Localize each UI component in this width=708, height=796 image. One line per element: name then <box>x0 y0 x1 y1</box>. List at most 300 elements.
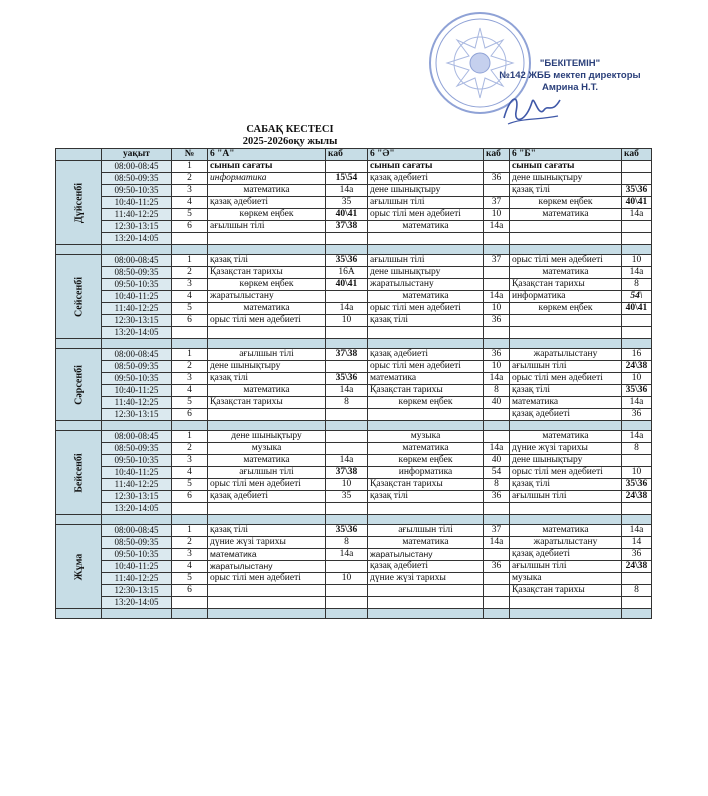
table-row <box>56 279 652 291</box>
separator-cell <box>56 339 102 349</box>
subject-6b: ағылшын тілі <box>510 361 622 373</box>
lesson-number: 5 <box>172 397 208 409</box>
room-6a: 37\38 <box>326 221 368 233</box>
document-title-block <box>200 124 380 148</box>
separator-cell <box>56 515 102 525</box>
room-6ae: 10 <box>484 303 510 315</box>
room-6ae: 14а <box>484 221 510 233</box>
lesson-number: 2 <box>172 537 208 549</box>
day-cell <box>56 525 102 609</box>
separator-cell <box>510 609 622 619</box>
subject-6b: ағылшын тілі <box>510 561 622 573</box>
separator-cell <box>622 245 652 255</box>
subject-6b: орыс тілі мен әдебиеті <box>510 373 622 385</box>
time-cell: 13:20-14:05 <box>102 597 172 609</box>
lesson-number: 2 <box>172 443 208 455</box>
lesson-number: 3 <box>172 549 208 561</box>
table-row <box>56 503 652 515</box>
separator-cell <box>368 421 484 431</box>
room-6b <box>622 233 652 245</box>
lesson-number <box>172 503 208 515</box>
subject-6a: қазақ тілі <box>208 255 326 267</box>
subject-6ae: қазақ әдебиеті <box>368 561 484 573</box>
approval-line1: №142 ЖББ мектеп директоры <box>499 70 641 81</box>
subject-6a <box>208 409 326 421</box>
day-separator <box>56 609 652 619</box>
subject-6b: жаратылыстану <box>510 537 622 549</box>
separator-cell <box>326 515 368 525</box>
subject-6ae: математика <box>368 537 484 549</box>
room-6a <box>326 233 368 245</box>
time-cell: 10:40-11:25 <box>102 291 172 303</box>
subject-6a: математика <box>208 185 326 197</box>
room-6b: 40\41 <box>622 197 652 209</box>
table-row <box>56 349 652 361</box>
room-6ae: 36 <box>484 561 510 573</box>
time-cell: 13:20-14:05 <box>102 327 172 339</box>
day-label: Бейсенбі <box>73 452 84 493</box>
time-cell: 11:40-12:25 <box>102 573 172 585</box>
room-6b <box>622 455 652 467</box>
room-6ae: 14а <box>484 537 510 549</box>
separator-cell <box>102 245 172 255</box>
separator-cell <box>622 609 652 619</box>
separator-cell <box>622 515 652 525</box>
time-cell: 09:50-10:35 <box>102 279 172 291</box>
time-cell: 11:40-12:25 <box>102 209 172 221</box>
table-row <box>56 185 652 197</box>
subject-6a: қазақ тілі <box>208 373 326 385</box>
room-6b: 8 <box>622 279 652 291</box>
separator-cell <box>172 609 208 619</box>
subject-6a: қазақ әдебиеті <box>208 491 326 503</box>
subject-6ae: көркем еңбек <box>368 455 484 467</box>
separator-cell <box>484 515 510 525</box>
day-separator <box>56 421 652 431</box>
subject-6a: орыс тілі мен әдебиеті <box>208 479 326 491</box>
subject-6a: ағылшын тілі <box>208 349 326 361</box>
day-separator <box>56 339 652 349</box>
subject-6a: Қазақстан тарихы <box>208 397 326 409</box>
day-cell <box>56 431 102 515</box>
separator-cell <box>56 609 102 619</box>
room-6b: 24\38 <box>622 561 652 573</box>
room-6a: 16А <box>326 267 368 279</box>
table-row <box>56 209 652 221</box>
room-6a: 40\41 <box>326 209 368 221</box>
room-6a: 14а <box>326 549 368 561</box>
subject-6ae: математика <box>368 443 484 455</box>
time-cell: 09:50-10:35 <box>102 185 172 197</box>
subject-6a <box>208 327 326 339</box>
room-6a: 14а <box>326 303 368 315</box>
lesson-number: 6 <box>172 409 208 421</box>
subject-6a: информатика <box>208 173 326 185</box>
lesson-number: 1 <box>172 349 208 361</box>
subject-6ae: дене шынықтыру <box>368 185 484 197</box>
room-6b: 54\ <box>622 291 652 303</box>
room-6b: 14а <box>622 397 652 409</box>
time-cell: 11:40-12:25 <box>102 479 172 491</box>
subject-6a: дене шынықтыру <box>208 431 326 443</box>
room-6ae <box>484 573 510 585</box>
subject-6a: жаратылыстану <box>208 291 326 303</box>
subject-6ae <box>368 233 484 245</box>
lesson-number: 1 <box>172 161 208 173</box>
header-row <box>56 149 652 161</box>
separator-cell <box>208 609 326 619</box>
table-row <box>56 573 652 585</box>
day-label: Жұма <box>73 553 84 580</box>
table-row <box>56 161 652 173</box>
lesson-number: 4 <box>172 197 208 209</box>
room-6ae: 37 <box>484 197 510 209</box>
room-6a <box>326 585 368 597</box>
room-6b: 10 <box>622 467 652 479</box>
table-row <box>56 315 652 327</box>
time-cell: 12:30-13:15 <box>102 221 172 233</box>
room-6ae: 8 <box>484 479 510 491</box>
subject-6a: математика <box>208 549 326 561</box>
room-6b: 14а <box>622 209 652 221</box>
table-row <box>56 455 652 467</box>
lesson-number: 4 <box>172 467 208 479</box>
subject-6ae: Қазақстан тарихы <box>368 479 484 491</box>
separator-cell <box>208 339 326 349</box>
time-cell: 12:30-13:15 <box>102 585 172 597</box>
subject-6ae: ағылшын тілі <box>368 197 484 209</box>
room-6b: 14а <box>622 267 652 279</box>
header-room-ae: каб <box>484 149 510 161</box>
subject-6a: математика <box>208 385 326 397</box>
room-6ae <box>484 185 510 197</box>
room-6a <box>326 561 368 573</box>
lesson-number: 6 <box>172 585 208 597</box>
room-6b: 36 <box>622 549 652 561</box>
lesson-number: 6 <box>172 491 208 503</box>
room-6b <box>622 221 652 233</box>
room-6ae: 14а <box>484 443 510 455</box>
subject-6ae: орыс тілі мен әдебиеті <box>368 209 484 221</box>
room-6b: 14 <box>622 537 652 549</box>
separator-cell <box>208 515 326 525</box>
table-row <box>56 479 652 491</box>
subject-6a: көркем еңбек <box>208 209 326 221</box>
table-row <box>56 537 652 549</box>
room-6b: 14а <box>622 525 652 537</box>
separator-cell <box>368 245 484 255</box>
subject-6ae: сынып сағаты <box>368 161 484 173</box>
subject-6a: көркем еңбек <box>208 279 326 291</box>
room-6ae: 36 <box>484 491 510 503</box>
header-day <box>56 149 102 161</box>
room-6b: 16 <box>622 349 652 361</box>
lesson-number: 6 <box>172 221 208 233</box>
subject-6b: математика <box>510 525 622 537</box>
lesson-number: 3 <box>172 455 208 467</box>
room-6ae: 8 <box>484 385 510 397</box>
day-cell <box>56 349 102 421</box>
separator-cell <box>484 339 510 349</box>
subject-6ae: Қазақстан тарихы <box>368 385 484 397</box>
room-6a: 14а <box>326 385 368 397</box>
subject-6b <box>510 315 622 327</box>
room-6b: 8 <box>622 585 652 597</box>
time-cell: 08:00-08:45 <box>102 525 172 537</box>
header-room-a: каб <box>326 149 368 161</box>
subject-6b <box>510 597 622 609</box>
day-cell <box>56 161 102 245</box>
subject-6a: Қазақстан тарихы <box>208 267 326 279</box>
lesson-number: 3 <box>172 279 208 291</box>
subject-6ae: қазақ әдебиеті <box>368 349 484 361</box>
table-row <box>56 561 652 573</box>
separator-cell <box>484 245 510 255</box>
subject-6b: музыка <box>510 573 622 585</box>
subject-6ae: ағылшын тілі <box>368 255 484 267</box>
subject-6b: информатика <box>510 291 622 303</box>
room-6a <box>326 291 368 303</box>
header-room-b: каб <box>622 149 652 161</box>
subject-6a <box>208 503 326 515</box>
subject-6b <box>510 503 622 515</box>
table-row <box>56 303 652 315</box>
room-6ae <box>484 161 510 173</box>
room-6b: 8 <box>622 443 652 455</box>
lesson-number: 3 <box>172 185 208 197</box>
subject-6b: Қазақстан тарихы <box>510 279 622 291</box>
room-6a: 35 <box>326 491 368 503</box>
subject-6b: қазақ тілі <box>510 185 622 197</box>
table-row <box>56 431 652 443</box>
time-cell: 08:50-09:35 <box>102 173 172 185</box>
subject-6a: жаратылыстану <box>208 561 326 573</box>
room-6b <box>622 573 652 585</box>
subject-6b: математика <box>510 209 622 221</box>
subject-6a: музыка <box>208 443 326 455</box>
table-row <box>56 525 652 537</box>
subject-6b: қазақ әдебиеті <box>510 409 622 421</box>
subject-6ae <box>368 503 484 515</box>
room-6a: 35\36 <box>326 525 368 537</box>
room-6ae <box>484 431 510 443</box>
subject-6ae: орыс тілі мен әдебиеті <box>368 361 484 373</box>
room-6b: 24\38 <box>622 491 652 503</box>
room-6ae <box>484 503 510 515</box>
table-row <box>56 361 652 373</box>
lesson-number: 5 <box>172 209 208 221</box>
room-6ae: 14а <box>484 373 510 385</box>
day-cell <box>56 255 102 339</box>
room-6b: 36 <box>622 409 652 421</box>
room-6a: 37\38 <box>326 349 368 361</box>
table-row <box>56 397 652 409</box>
subject-6ae: орыс тілі мен әдебиеті <box>368 303 484 315</box>
room-6b <box>622 503 652 515</box>
subject-6b: сынып сағаты <box>510 161 622 173</box>
time-cell: 11:40-12:25 <box>102 303 172 315</box>
document-subtitle: 2025-2026оқу жылы <box>242 136 338 147</box>
time-cell: 12:30-13:15 <box>102 315 172 327</box>
separator-cell <box>510 515 622 525</box>
time-cell: 13:20-14:05 <box>102 233 172 245</box>
lesson-number: 1 <box>172 431 208 443</box>
room-6ae <box>484 549 510 561</box>
subject-6b: қазақ әдебиеті <box>510 549 622 561</box>
time-cell: 09:50-10:35 <box>102 549 172 561</box>
room-6b <box>622 161 652 173</box>
lesson-number: 2 <box>172 267 208 279</box>
room-6ae: 40 <box>484 397 510 409</box>
time-cell: 08:50-09:35 <box>102 537 172 549</box>
lesson-number: 1 <box>172 255 208 267</box>
time-cell: 09:50-10:35 <box>102 373 172 385</box>
room-6a: 40\41 <box>326 279 368 291</box>
day-separator <box>56 245 652 255</box>
time-cell: 10:40-11:25 <box>102 385 172 397</box>
separator-cell <box>208 245 326 255</box>
lesson-number: 6 <box>172 315 208 327</box>
signature <box>498 88 568 132</box>
room-6a: 8 <box>326 537 368 549</box>
room-6a <box>326 431 368 443</box>
room-6a <box>326 327 368 339</box>
room-6a: 35\36 <box>326 255 368 267</box>
room-6b <box>622 327 652 339</box>
subject-6a: ағылшын тілі <box>208 221 326 233</box>
separator-cell <box>484 421 510 431</box>
lesson-number: 4 <box>172 291 208 303</box>
room-6ae <box>484 597 510 609</box>
room-6b: 35\36 <box>622 479 652 491</box>
table-row <box>56 585 652 597</box>
separator-cell <box>326 609 368 619</box>
subject-6a: қазақ әдебиеті <box>208 197 326 209</box>
room-6ae: 37 <box>484 255 510 267</box>
table-row <box>56 327 652 339</box>
subject-6b: дүние жүзі тарихы <box>510 443 622 455</box>
lesson-number: 1 <box>172 525 208 537</box>
room-6a: 10 <box>326 479 368 491</box>
subject-6ae: математика <box>368 373 484 385</box>
subject-6b <box>510 221 622 233</box>
time-cell: 11:40-12:25 <box>102 397 172 409</box>
room-6ae: 36 <box>484 349 510 361</box>
table-row <box>56 385 652 397</box>
room-6a <box>326 161 368 173</box>
room-6a: 14а <box>326 455 368 467</box>
room-6a <box>326 443 368 455</box>
room-6a: 14а <box>326 185 368 197</box>
time-cell: 08:00-08:45 <box>102 161 172 173</box>
table-row <box>56 443 652 455</box>
lesson-number: 4 <box>172 561 208 573</box>
subject-6ae: математика <box>368 291 484 303</box>
room-6b: 35\36 <box>622 185 652 197</box>
table-row <box>56 255 652 267</box>
subject-6b: орыс тілі мен әдебиеті <box>510 467 622 479</box>
time-cell: 08:00-08:45 <box>102 255 172 267</box>
subject-6a: дене шынықтыру <box>208 361 326 373</box>
subject-6b: математика <box>510 397 622 409</box>
separator-cell <box>368 339 484 349</box>
room-6ae: 36 <box>484 173 510 185</box>
room-6a: 8 <box>326 397 368 409</box>
room-6b: 10 <box>622 255 652 267</box>
day-label: Сейсенбі <box>73 276 84 317</box>
room-6a: 35 <box>326 197 368 209</box>
day-separator <box>56 515 652 525</box>
subject-6b: орыс тілі мен әдебиеті <box>510 255 622 267</box>
subject-6ae: музыка <box>368 431 484 443</box>
subject-6ae: қазақ тілі <box>368 491 484 503</box>
document-title: САБАҚ КЕСТЕСІ <box>246 124 334 135</box>
header-time: уақыт <box>102 149 172 161</box>
time-cell: 12:30-13:15 <box>102 491 172 503</box>
header-class-ae: 6 "Ә" <box>368 149 484 161</box>
room-6ae: 54 <box>484 467 510 479</box>
room-6a <box>326 503 368 515</box>
separator-cell <box>172 421 208 431</box>
room-6b <box>622 173 652 185</box>
subject-6a: дүние жүзі тарихы <box>208 537 326 549</box>
time-cell: 08:50-09:35 <box>102 361 172 373</box>
subject-6b: ағылшын тілі <box>510 491 622 503</box>
room-6b: 14а <box>622 431 652 443</box>
room-6ae <box>484 585 510 597</box>
lesson-number <box>172 233 208 245</box>
room-6a <box>326 361 368 373</box>
separator-cell <box>102 515 172 525</box>
time-cell: 09:50-10:35 <box>102 455 172 467</box>
room-6ae: 10 <box>484 209 510 221</box>
day-label: Сәрсенбі <box>73 364 84 405</box>
subject-6a: ағылшын тілі <box>208 467 326 479</box>
separator-cell <box>326 339 368 349</box>
separator-cell <box>326 421 368 431</box>
separator-cell <box>368 515 484 525</box>
lesson-number <box>172 597 208 609</box>
subject-6a: математика <box>208 455 326 467</box>
room-6b: 24\38 <box>622 361 652 373</box>
separator-cell <box>102 339 172 349</box>
room-6b: 35\36 <box>622 385 652 397</box>
room-6a: 37\38 <box>326 467 368 479</box>
time-cell: 08:00-08:45 <box>102 349 172 361</box>
subject-6ae <box>368 597 484 609</box>
lesson-number: 4 <box>172 385 208 397</box>
table-row <box>56 173 652 185</box>
subject-6a: математика <box>208 303 326 315</box>
room-6ae: 40 <box>484 455 510 467</box>
separator-cell <box>622 421 652 431</box>
room-6ae: 36 <box>484 315 510 327</box>
table-row <box>56 197 652 209</box>
time-cell: 12:30-13:15 <box>102 409 172 421</box>
separator-cell <box>172 515 208 525</box>
room-6b <box>622 315 652 327</box>
separator-cell <box>56 245 102 255</box>
subject-6b: жаратылыстану <box>510 349 622 361</box>
subject-6ae: дене шынықтыру <box>368 267 484 279</box>
table-row <box>56 291 652 303</box>
lesson-number: 2 <box>172 173 208 185</box>
separator-cell <box>172 339 208 349</box>
room-6a: 15\54 <box>326 173 368 185</box>
subject-6ae: ағылшын тілі <box>368 525 484 537</box>
time-cell: 10:40-11:25 <box>102 197 172 209</box>
approval-line2: Амрина Н.Т. <box>541 82 599 93</box>
